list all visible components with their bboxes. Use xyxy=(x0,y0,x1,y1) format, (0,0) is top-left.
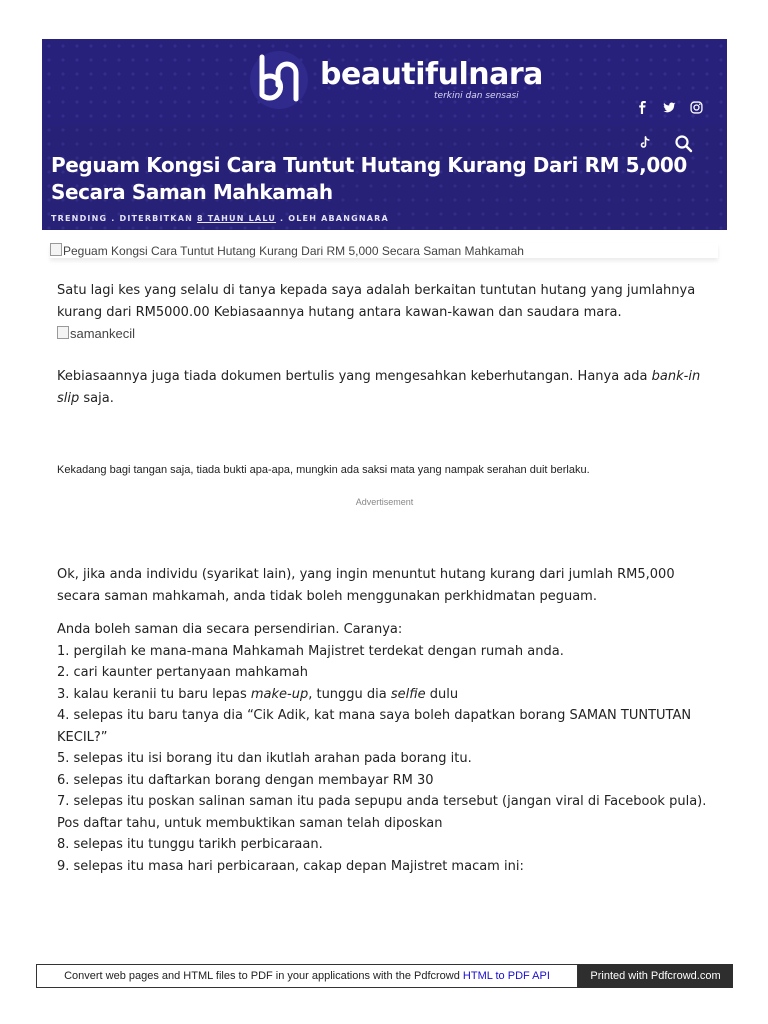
meta-author[interactable]: ABANGNARA xyxy=(321,214,389,223)
banner-text: Convert web pages and HTML files to PDF in your applications with the Pdfcrowd xyxy=(64,970,463,982)
image-caption: Kekadang bagi tangan saja, tiada bukti apa-apa, mungkin ada saksi mata yang nampak serahan duit berlaku. xyxy=(57,464,590,476)
list-item: 6. selepas itu daftarkan borang dengan membayar RM 30 xyxy=(57,772,434,788)
list-item: 9. selepas itu masa hari perbicaraan, cakap depan Majistret macam ini: xyxy=(57,858,524,874)
emphasis-text: bank-in slip xyxy=(57,369,701,406)
emphasis-text: make-up xyxy=(250,686,309,702)
meta-separator: . OLEH xyxy=(276,214,322,223)
meta-age[interactable]: 8 TAHUN LALU xyxy=(196,214,277,223)
list-item: 7. selepas itu poskan salinan saman itu pada sepupu anda tersebut (jangan viral di Facebook pula). Pos daftar tahu, untuk membuktikan saman telah diposkan xyxy=(57,794,707,831)
instagram-icon[interactable] xyxy=(690,99,703,112)
paragraph-individual: Ok, jika anda individu (syarikat lain), yang ingin menuntut hutang kurang dari jumlah RM5,000 secara saman mahkamah, anda tidak boleh menggunakan perkhidmatan peguam. xyxy=(57,567,675,604)
paragraph-intro: Satu lagi kes yang selalu di tanya kepada saya adalah berkaitan tuntutan hutang yang jumlahnya kurang dari RM5000.00 Kebiasaannya hutang antara kawan-kawan dan saudara mara. xyxy=(57,283,696,320)
advertisement-label: Advertisement xyxy=(355,497,414,507)
tiktok-icon[interactable] xyxy=(638,136,652,150)
logo-tagline: terkini dan sensasi xyxy=(434,91,519,101)
pdfcrowd-banner xyxy=(36,964,578,988)
search-icon[interactable] xyxy=(674,134,694,154)
steps-list xyxy=(57,619,712,877)
broken-image-icon xyxy=(50,243,62,256)
article-meta xyxy=(51,214,389,223)
text-run: 3. kalau keranii tu baru lepas xyxy=(57,686,251,702)
logo-name: beautifulnara xyxy=(320,57,543,92)
list-item: 1. pergilah ke mana-mana Mahkamah Majistret terdekat dengan rumah anda. xyxy=(57,643,564,659)
broken-image-icon xyxy=(57,326,69,339)
list-item xyxy=(57,684,712,706)
site-logo[interactable] xyxy=(248,49,543,111)
meta-category[interactable]: TRENDING xyxy=(51,214,108,223)
list-item: 2. cari kaunter pertanyaan mahkamah xyxy=(57,665,308,680)
steps-intro: Anda boleh saman dia secara persendirian. Caranya: xyxy=(57,622,403,637)
logo-mark-icon xyxy=(248,49,310,111)
paragraph-documents xyxy=(57,366,712,409)
text-run: dulu xyxy=(425,686,459,702)
list-item: 4. selepas itu baru tanya dia “Cik Adik, kat mana saya boleh dapatkan borang SAMAN TUNTUTAN KECIL?” xyxy=(57,708,692,745)
text-run: saja. xyxy=(79,390,114,406)
printed-with-badge[interactable]: Printed with Pdfcrowd.com xyxy=(578,964,733,988)
emphasis-text: selfie xyxy=(390,686,426,702)
inline-image-alt: samankecil xyxy=(70,326,136,341)
social-links xyxy=(636,99,703,112)
list-item: 8. selepas itu tunggu tarikh perbicaraan. xyxy=(57,837,323,852)
featured-image xyxy=(50,243,718,258)
featured-image-alt: Peguam Kongsi Cara Tuntut Hutang Kurang Dari RM 5,000 Secara Saman Mahkamah xyxy=(63,244,524,258)
inline-image xyxy=(57,323,135,345)
site-header xyxy=(42,39,727,230)
meta-separator: . DITERBITKAN xyxy=(107,214,197,223)
twitter-icon[interactable] xyxy=(663,99,676,112)
list-item: 5. selepas itu isi borang itu dan ikutlah arahan pada borang itu. xyxy=(57,751,472,766)
facebook-icon[interactable] xyxy=(636,99,649,112)
text-run: , tunggu dia xyxy=(308,686,391,702)
html-to-pdf-link[interactable]: HTML to PDF API xyxy=(462,970,550,982)
text-run: Kebiasaannya juga tiada dokumen bertulis yang mengesahkan keberhutangan. Hanya ada xyxy=(57,369,652,384)
article-title: Peguam Kongsi Cara Tuntut Hutang Kurang Dari RM 5,000 Secara Saman Mahkamah xyxy=(51,153,687,204)
